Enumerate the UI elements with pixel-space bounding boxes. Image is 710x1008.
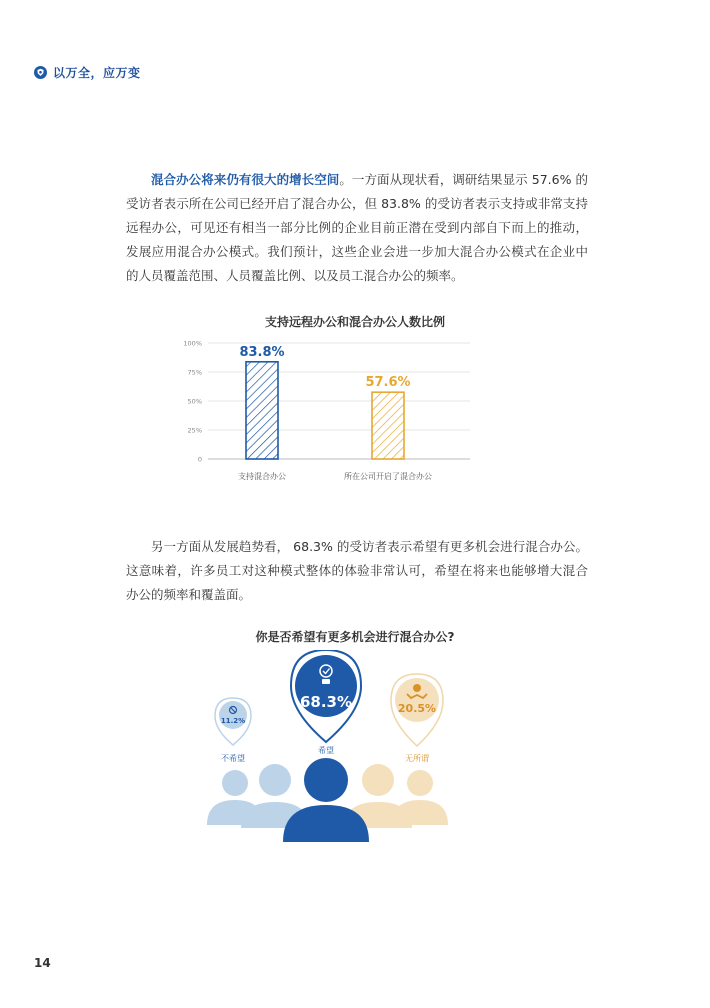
category-label-not-hope: 不希望 — [221, 754, 245, 763]
y-tick-label: 100% — [183, 339, 202, 348]
category-label: 支持混合办公 — [238, 472, 286, 481]
y-tick-label: 50% — [187, 397, 202, 406]
pin-value-not-hope: 11.2% — [220, 717, 246, 725]
bar-value-label: 57.6% — [365, 375, 411, 391]
bar-chart — [170, 332, 500, 487]
paragraph-1-text: 。一方面从现状看，调研结果显示 57.6% 的受访者表示所在公司已经开启了混合办公，但 83.8% 的受访者表示支持或非常支持远程办公，可见还有相当一部分比例的企业目前正潜在受到内部自下而上的推动，发展应用混合办公模式。我们预计，这些企业会进一步加大混合办公模式在企业中的人员覆盖范围、人员覆盖比例、以及员工混合办公的频率。 — [126, 172, 588, 283]
y-tick-label: 25% — [187, 426, 202, 435]
people-chart — [195, 650, 460, 850]
pin-value-indifferent: 20.5% — [397, 702, 437, 715]
y-tick-label: 0 — [197, 455, 202, 464]
category-label: 所在公司开启了混合办公 — [344, 472, 432, 481]
page-number: 14 — [34, 956, 51, 970]
chart2-title: 你是否希望有更多机会进行混合办公? — [255, 630, 455, 644]
category-label-indifferent: 无所谓 — [405, 754, 429, 763]
paragraph-1 — [126, 168, 588, 288]
shield-logo-icon — [34, 66, 47, 79]
bar — [372, 392, 404, 459]
chart1-title: 支持远程办公和混合办公人数比例 — [264, 315, 445, 329]
pin-not-hope — [215, 698, 251, 745]
pin-indifferent — [391, 674, 443, 746]
category-label-hope: 希望 — [318, 746, 334, 755]
people-silhouettes — [207, 758, 448, 842]
paragraph-2: 另一方面从发展趋势看， 68.3% 的受访者表示希望有更多机会进行混合办公。这意味着，许多员工对这种模式整体的体验非常认可，希望在将来也能够增大混合办公的频率和覆盖面。 — [126, 539, 588, 602]
pin-value-hope: 68.3% — [299, 693, 353, 711]
paragraph-1-highlight: 混合办公将来仍有很大的增长空间 — [151, 172, 340, 187]
header-title: 以万全，应万变 — [53, 66, 141, 80]
y-tick-label: 75% — [187, 368, 202, 377]
header — [34, 64, 141, 81]
bar — [246, 362, 278, 459]
bar-value-label: 83.8% — [239, 344, 285, 360]
pin-hope — [291, 650, 361, 742]
